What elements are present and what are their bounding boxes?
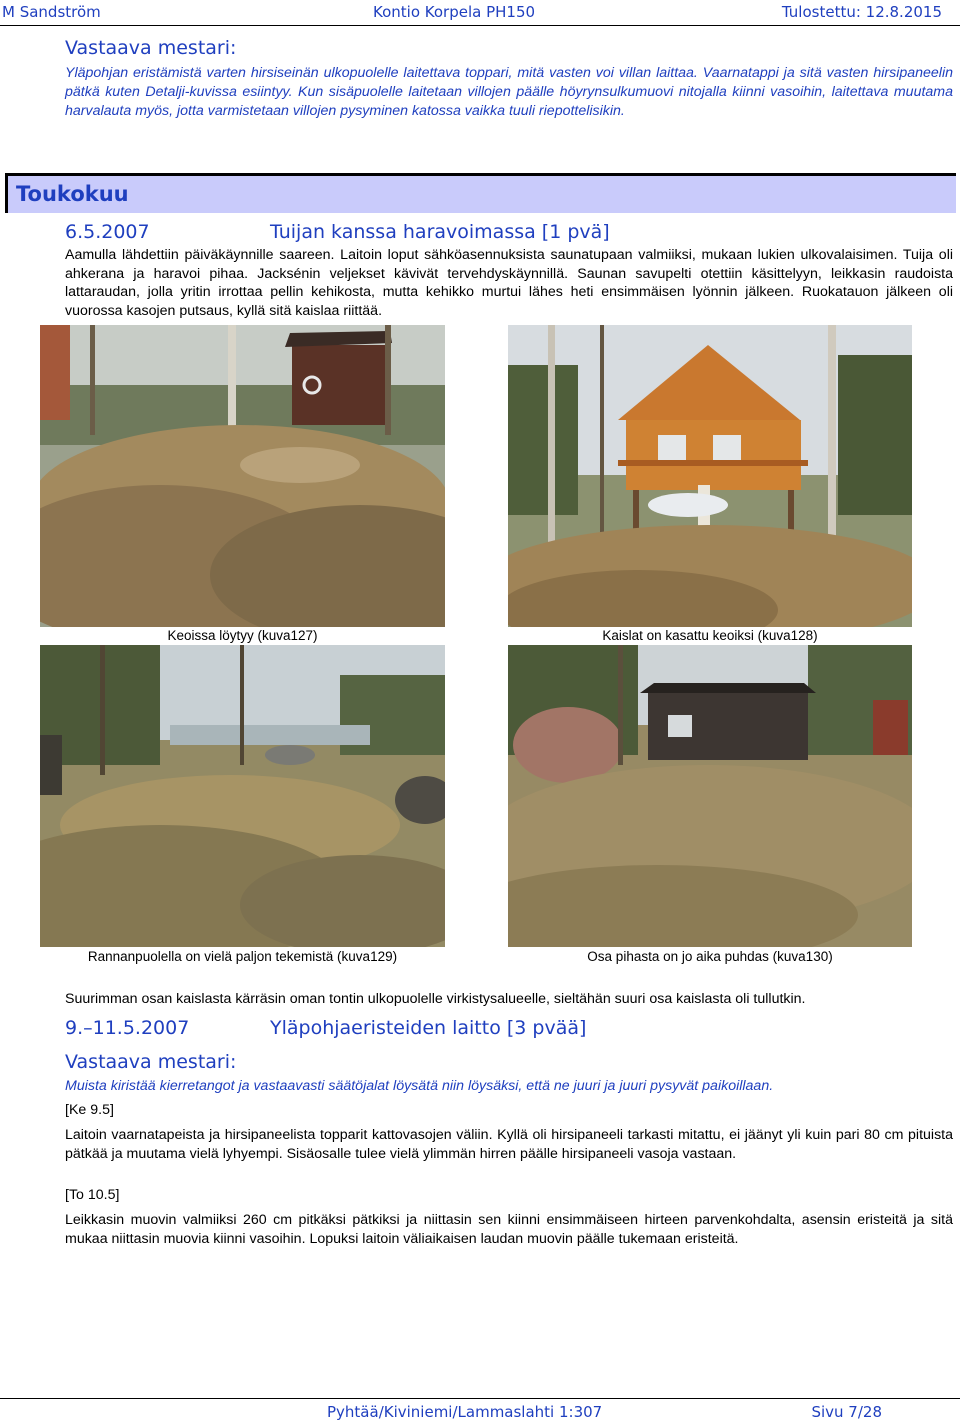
month-heading: Toukokuu — [16, 182, 129, 206]
entry-text: Aamulla lähdettiin päiväkäynnille saareen. Laitoin loput sähköasennuksista saunatupaan valmiiksi, mukaan lukien ulkovalaisimen. Tuija oli ahkerana ja haravoi pihaa. Jacksénin veljekset kävivät tervehdyskäynnillä. Saunan savupelti otettiin käsittelyyn, leikkasin raudoista lattaraudan, jolla yritin irrottaa pellin kehikosta, mutta kehikko murtui lähes heti ensimmäisen lyönnin jälkeen. Ruokatauon jälkeen oli vuorossa kasojen putsaus, kyllä sitä kaislaa riittää. — [65, 247, 953, 319]
entry2-mestari-note: Muista kiristää kierretangot ja vastaavasti säätöjalat löysätä niin löysäksi, että ne juuri ja juuri pysyvät paikoillaan. — [65, 1078, 774, 1094]
photo-kuva130 — [508, 645, 912, 947]
after-photos-text: Suurimman osan kaislasta kärräsin oman tontin ulkopuolelle virkistysalueelle, sieltähän suuri osa kaislasta oli tullutkin. — [65, 991, 806, 1007]
entry-date: 6.5.2007 — [65, 221, 150, 243]
day-label-ke: [Ke 9.5] — [65, 1102, 114, 1118]
caption-kuva128: Kaislat on kasattu keoiksi (kuva128) — [602, 628, 818, 643]
footer-location: Pyhtää/Kiviniemi/Lammaslahti 1:307 — [327, 1403, 603, 1421]
mestari-heading: Vastaava mestari: — [65, 37, 237, 59]
caption-kuva129: Rannanpuolella on vielä paljon tekemistä (kuva129) — [87, 949, 398, 964]
day-text-to: Leikkasin muovin valmiiksi 260 cm pitkäksi pätkiksi ja niittasin sen kiinni ensimmäiseen hirteen parvenkohdalta, asensin eristeitä ja sitä mukaa niittasin muovia kiinni vasoihin. Lopuksi laitoin väliaikaisen laudan muovin päälle tukemaan eristeitä. — [65, 1212, 953, 1247]
entry2-mestari-heading: Vastaava mestari: — [65, 1051, 237, 1073]
caption-kuva127: Keoissa löytyy (kuva127) — [167, 628, 318, 643]
entry-title: Tuijan kanssa haravoimassa [1 pvä] — [270, 221, 610, 243]
entry2-date: 9.–11.5.2007 — [65, 1017, 190, 1039]
header-project: Kontio Korpela PH150 — [373, 3, 536, 21]
day-label-to: [To 10.5] — [65, 1187, 120, 1203]
page-footer — [0, 1398, 960, 1421]
photo-kuva128 — [508, 325, 912, 627]
day-text-ke: Laitoin vaarnatapeista ja hirsipaneelista topparit kattovasojen väliin. Kyllä oli hirsipaneeli tarkasti mitattu, ei jäänyt yli kuin pari 80 cm pituista pätkää ja muutama vielä lyhyempi. Sisäosalle tulee vielä ylimmän hirren päälle hirsipaneeli vasoja vastaan. — [65, 1127, 953, 1162]
entry2-title: Yläpohjaeristeiden laitto [3 pvää] — [270, 1017, 587, 1039]
mestari-note: Yläpohjan eristämistä varten hirsiseinän ulkopuolelle laitettava toppari, mitä vasten voi villan laittaa. Vaarnatappi ja sitä vasten hirsipaneelin pätkä kuten Detalji-kuvissa esiintyy. Kun sisäpuolelle laitetaan villojen päälle höyrynsulkumuovi nitojalla kiinni vasoihin, laitettava muutama harvalauta myös, jotta varmistetaan villojen pysyminen katossa vaikka tuuli riepottelisikin. — [65, 65, 953, 119]
header-author: M Sandström — [2, 3, 101, 21]
photo-kuva129 — [40, 645, 445, 947]
month-heading-band — [5, 173, 956, 213]
page-header — [0, 0, 960, 26]
photo-kuva127 — [40, 325, 445, 627]
footer-page-number: Sivu 7/28 — [811, 1403, 882, 1421]
header-print-date: Tulostettu: 12.8.2015 — [781, 3, 942, 21]
caption-kuva130: Osa pihasta on jo aika puhdas (kuva130) — [587, 949, 833, 964]
